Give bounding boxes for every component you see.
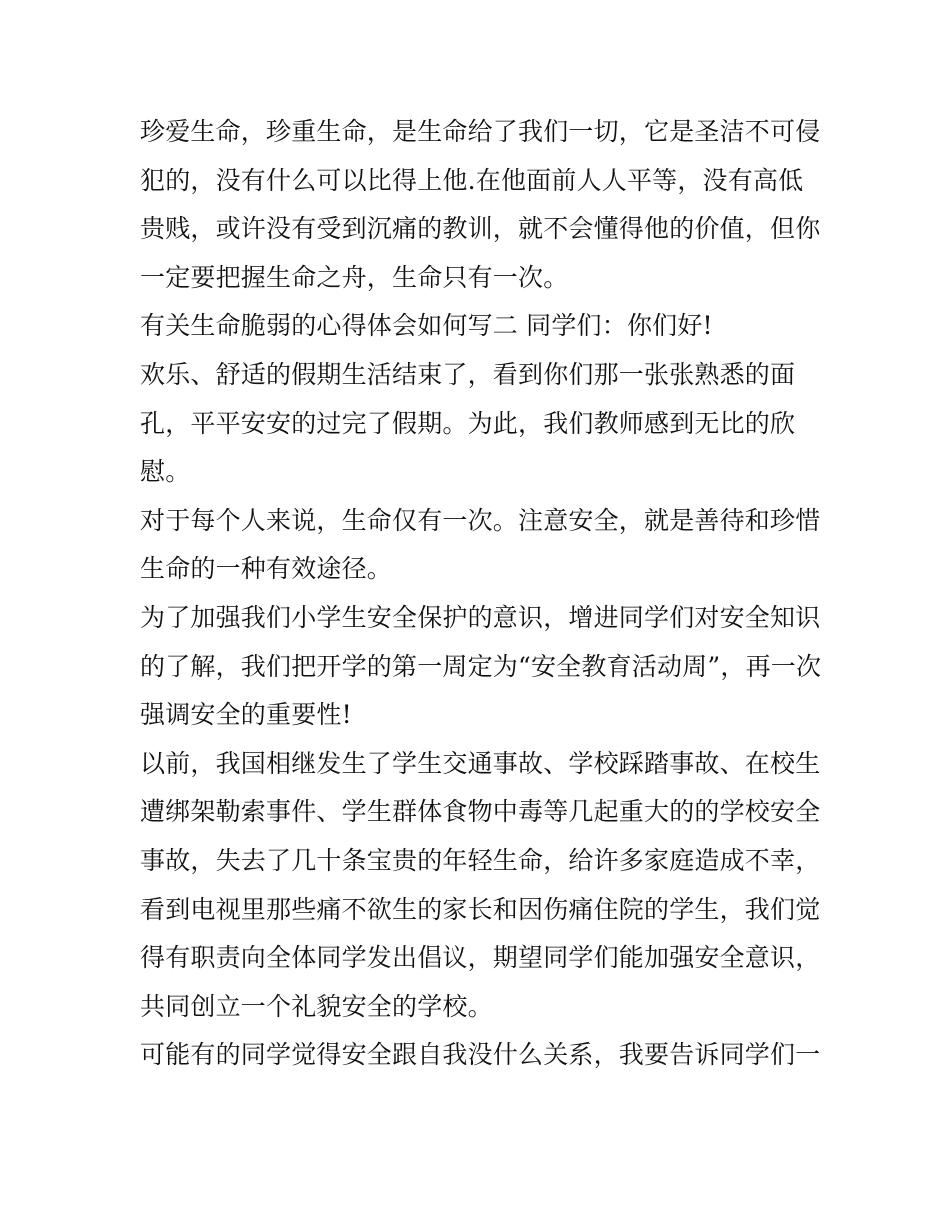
text-line: 的了解，我们把开学的第一周定为“安全教育活动周”，再一次: [140, 651, 822, 681]
text-line: 共同创立一个礼貌安全的学校。: [140, 991, 493, 1021]
text-line: 为了加强我们小学生安全保护的意识，增进同学们对安全知识: [140, 602, 821, 632]
document-body: [140, 108, 820, 1080]
text-line: 得有职责向全体同学发出倡议，期望同学们能加强安全意识，: [140, 943, 821, 973]
text-line: 强调安全的重要性!: [140, 700, 352, 730]
text-line: 欢乐、舒适的假期生活结束了，看到你们那一张张熟悉的面: [140, 359, 796, 389]
text-line: 一定要把握生命之舟，生命只有一次。: [140, 262, 569, 292]
text-line: 看到电视里那些痛不欲生的家长和因伤痛住院的学生，我们觉: [140, 894, 821, 924]
text-line: 遭绑架勒索事件、学生群体食物中毒等几起重大的的学校安全: [140, 797, 821, 827]
text-line: 犯的，没有什么可以比得上他.在他面前人人平等，没有高低: [140, 165, 804, 195]
text-line: 事故，失去了几十条宝贵的年轻生命，给许多家庭造成不幸，: [140, 845, 821, 875]
section-heading-line: 有关生命脆弱的心得体会如何写二 同学们：你们好!: [140, 311, 713, 341]
text-line: 以前，我国相继发生了学生交通事故、学校踩踏事故、在校生: [140, 748, 821, 778]
text-line: 对于每个人来说，生命仅有一次。注意安全，就是善待和珍惜: [140, 505, 821, 535]
text-line: 慰。: [140, 457, 191, 487]
text-line: 贵贱，或许没有受到沉痛的教训，就不会懂得他的价值，但你: [140, 214, 821, 244]
text-line: 孔，平平安安的过完了假期。为此，我们教师感到无比的欣: [140, 408, 796, 438]
text-line: 可能有的同学觉得安全跟自我没什么关系，我要告诉同学们一: [140, 1040, 821, 1070]
text-line: 珍爱生命，珍重生命，是生命给了我们一切，它是圣洁不可侵: [140, 117, 821, 146]
text-line: 生命的一种有效途径。: [140, 554, 393, 584]
